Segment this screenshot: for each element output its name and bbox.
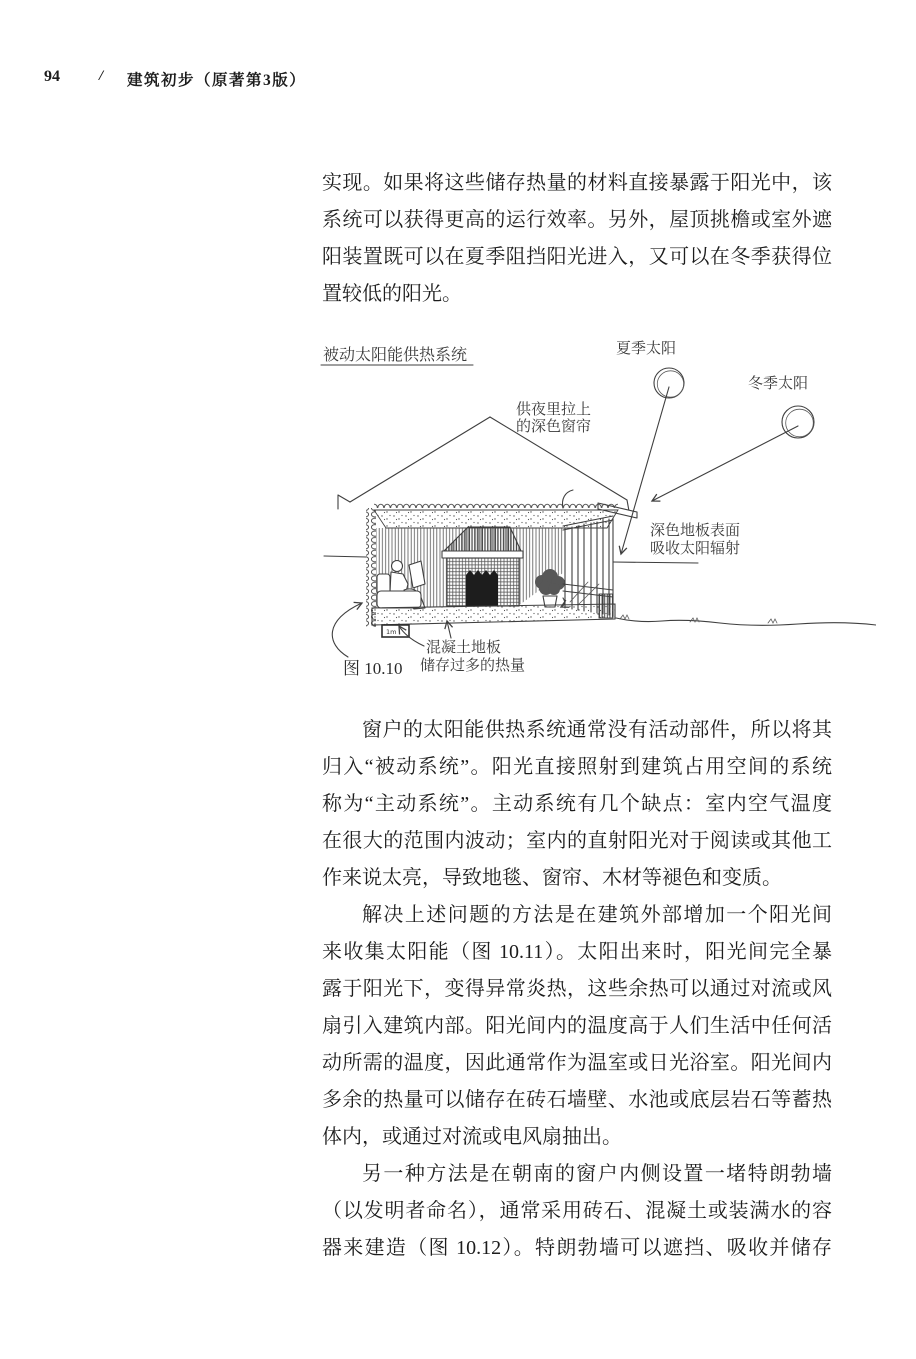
- paragraph: [322, 165, 832, 313]
- floor-label-line1: 深色地板表面: [650, 521, 741, 539]
- text-line: 扇引入建筑内部。阳光间内的温度高于人们生活中任何活: [322, 1015, 832, 1037]
- curtain-label-line2: 的深色窗帘: [516, 417, 592, 435]
- text-line: 另一种方法是在朝南的窗户内侧设置一堵特朗勃墙: [362, 1163, 832, 1185]
- paragraph: [322, 712, 832, 897]
- concrete-floor-slab: [372, 604, 615, 625]
- winter-sun-ray-arrow: [652, 426, 798, 501]
- figure-title: 被动太阳能供热系统: [323, 345, 468, 364]
- text-line: 系统可以获得更高的运行效率。另外，屋顶挑檐或室外遮: [322, 209, 832, 231]
- text-line: 来收集太阳能（图 10.11）。太阳出来时，阳光间完全暴: [322, 941, 832, 963]
- header-separator: /: [99, 68, 104, 84]
- text-line: 解决上述问题的方法是在建筑外部增加一个阳光间: [362, 904, 832, 926]
- text-line: 作来说太亮，导致地毯、窗帘、木材等褪色和变质。: [322, 867, 782, 889]
- text-line: 体内，或通过对流或电风扇抽出。: [322, 1126, 622, 1148]
- text-line: 多余的热量可以储存在砖石墙壁、水池或底层岩石等蓄热: [322, 1089, 832, 1111]
- text-line: 称为“主动系统”。主动系统有几个缺点：室内空气温度: [322, 793, 832, 815]
- page-header: [0, 68, 916, 90]
- ceiling-coil-texture: [374, 502, 618, 510]
- slab-footing: [382, 625, 409, 637]
- text-line: 归入“被动系统”。阳光直接照射到建筑占用空间的系统: [322, 756, 832, 778]
- figure-10-10: [320, 332, 876, 680]
- slab-label-line2: 储存过多的热量: [420, 656, 526, 674]
- paragraph: [322, 897, 832, 1156]
- paragraph: [322, 1156, 832, 1267]
- figure-caption: 图 10.10: [343, 659, 403, 678]
- book-title: 建筑初步（原著第3版）: [127, 72, 307, 89]
- summer-sun-icon: [654, 368, 684, 398]
- text-line: 露于阳光下，变得异常炎热，这些余热可以通过对流或风: [322, 978, 832, 1000]
- text-line: 动所需的温度，因此通常作为温室或日光浴室。阳光间内: [322, 1052, 832, 1074]
- winter-sun-icon: [782, 406, 814, 438]
- text-line: 器来建造（图 10.12）。特朗勃墙可以遮挡、吸收并储存: [322, 1237, 832, 1259]
- page-number: 94: [44, 68, 60, 85]
- floor-label-line2: 吸收太阳辐射: [650, 539, 741, 557]
- slab-label-line1: 混凝土地板: [426, 638, 502, 656]
- text-line: （以发明者命名），通常采用砖石、混凝土或装满水的容: [322, 1200, 832, 1222]
- body-text-column: [322, 165, 832, 1267]
- arrow-icon: [332, 603, 362, 657]
- summer-sun-label: 夏季太阳: [616, 339, 677, 357]
- text-line: 实现。如果将这些储存热量的材料直接暴露于阳光中，该: [322, 172, 832, 194]
- text-line: 置较低的阳光。: [322, 283, 462, 305]
- footing-mark: 1m: [386, 628, 397, 636]
- text-line: 阳装置既可以在夏季阻挡阳光进入，又可以在冬季获得位: [322, 246, 832, 268]
- ceiling-insulation-band: [374, 510, 618, 528]
- figure-10-10-illustration: [320, 332, 876, 680]
- winter-sun-label: 冬季太阳: [748, 374, 809, 392]
- text-line: 窗户的太阳能供热系统通常没有活动部件，所以将其: [362, 719, 832, 741]
- fireplace-opening: [466, 570, 498, 606]
- text-line: 在很大的范围内波动；室内的直射阳光对于阅读或其他工: [322, 830, 832, 852]
- curtain-label-line1: 供夜里拉上: [516, 400, 592, 418]
